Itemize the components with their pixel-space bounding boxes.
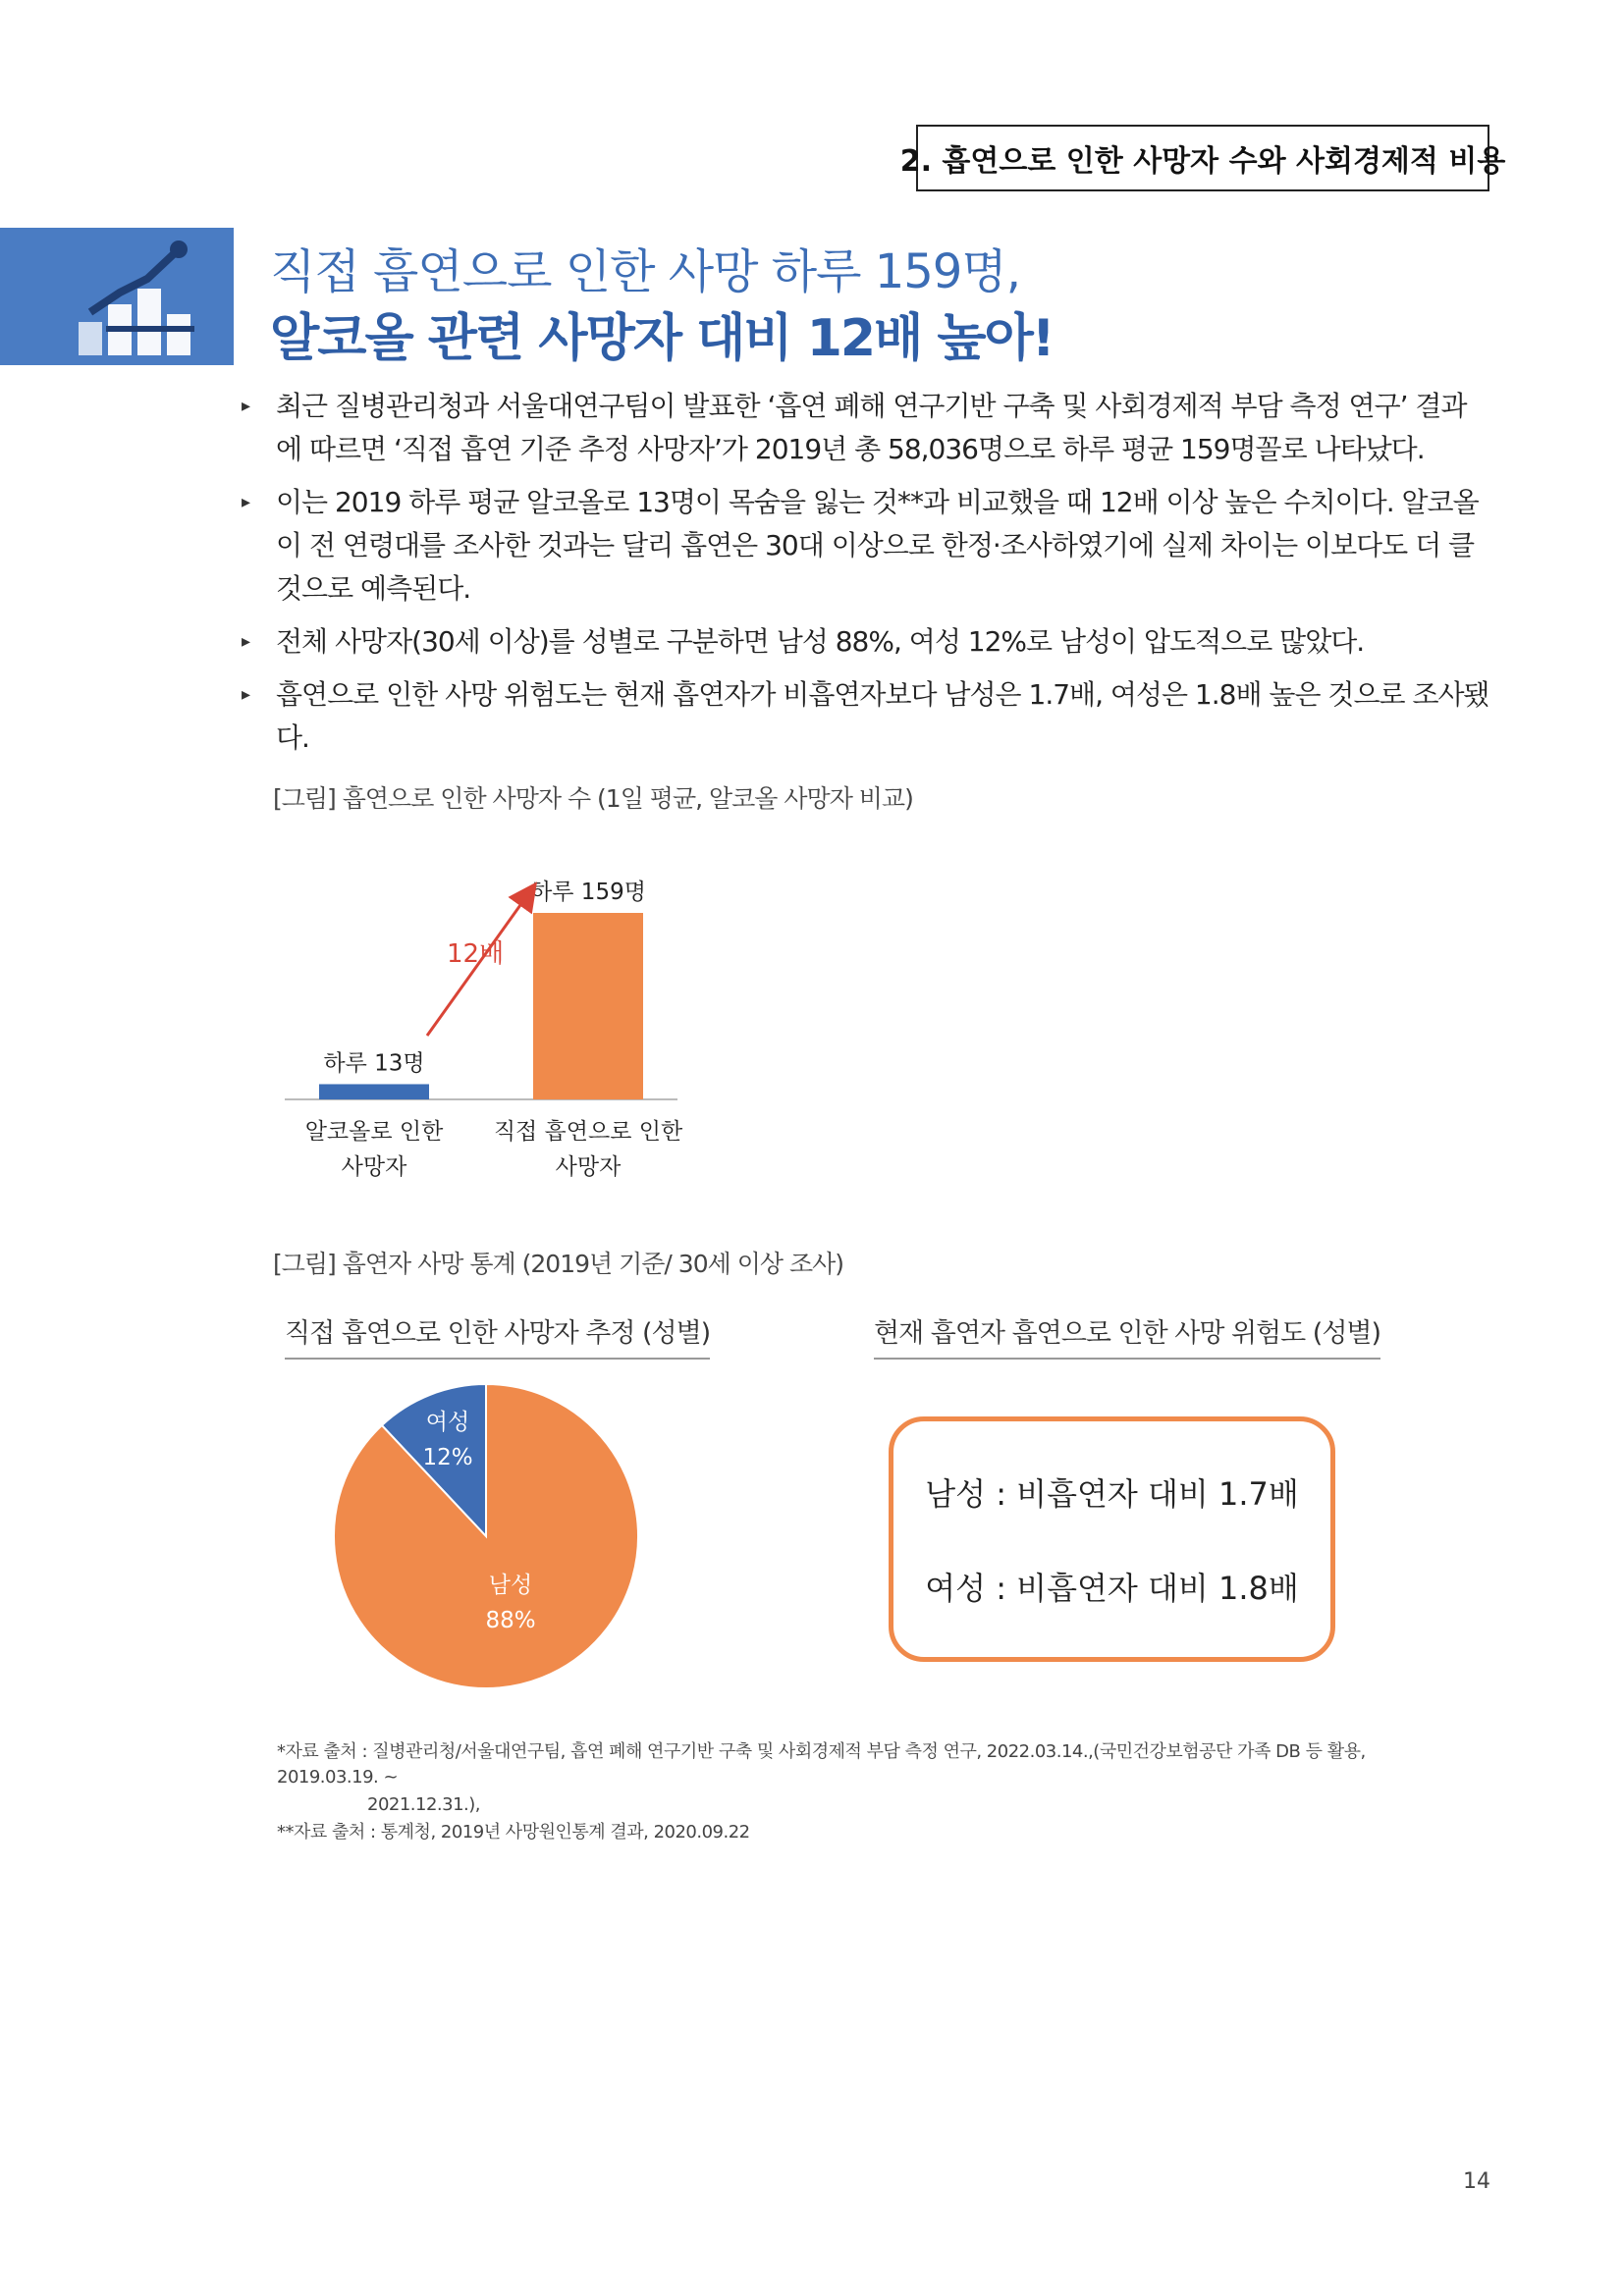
risk-box [889, 1416, 1335, 1662]
bullet-item: ▸ 전체 사망자(30세 이상)를 성별로 구분하면 남성 88%, 여성 12%로 남성이 압도적으로 많았다. [242, 620, 1490, 664]
figure-1-caption: [그림] 흡연으로 인한 사망자 수 (1일 평균, 알코올 사망자 비교) [273, 784, 913, 813]
pie-slice-male [334, 1384, 638, 1688]
bullet-item: ▸ 최근 질병관리청과 서울대연구팀이 발표한 ‘흡연 폐해 연구기반 구축 및 사회경제적 부담 측정 연구’ 결과에 따르면 ‘직접 흡연 기준 추정 사망자’가 2019년 총 58,036명으로 하루 평균 159명꼴로 나타났다. [242, 385, 1490, 471]
x-tick-alcohol-1: 알코올로 인한 [304, 1119, 444, 1145]
title-line-2: 알코올 관련 사망자 대비 12배 높아! [270, 309, 1054, 368]
bar-chart [275, 854, 707, 1188]
risk-subtitle: 현재 흡연자 흡연으로 인한 사망 위험도 (성별) [874, 1311, 1380, 1360]
x-tick-smoking-2: 사망자 [555, 1154, 622, 1180]
pie-label-male: 남성 [488, 1573, 533, 1598]
header-band [0, 228, 234, 365]
bullet-marker-icon: ▸ [242, 492, 250, 512]
bar-smoking [533, 913, 643, 1099]
annotation-12x: 12배 [447, 939, 505, 969]
bar-data-label-alcohol: 하루 13명 [323, 1050, 425, 1077]
footnotes [277, 1739, 1455, 1847]
pie-label-female: 여성 [425, 1410, 470, 1435]
bullet-list [242, 385, 1490, 770]
section-label: 2. 흡연으로 인한 사망자 수와 사회경제적 비용 [916, 125, 1489, 191]
bar-alcohol [319, 1084, 429, 1099]
bullet-marker-icon: ▸ [242, 631, 250, 652]
footnote-1-continued: 2021.12.31.), [367, 1794, 481, 1815]
footnote-2: **자료 출처 : 통계청, 2019년 사망원인통계 결과, 2020.09.22 [277, 1822, 750, 1842]
pie-value-female: 12% [422, 1445, 473, 1470]
pie-value-male: 88% [485, 1608, 536, 1633]
pie-subtitle: 직접 흡연으로 인한 사망자 추정 (성별) [285, 1311, 710, 1360]
bullet-item: ▸ 이는 2019 하루 평균 알코올로 13명이 목숨을 잃는 것**과 비교했을 때 12배 이상 높은 수치이다. 알코올이 전 연령대를 조사한 것과는 달리 흡연은 30대 이상으로 한정·조사하였기에 실제 차이는 이보다도 더 클 것으로 예측된다. [242, 481, 1490, 611]
x-tick-smoking-1: 직접 흡연으로 인한 [493, 1119, 683, 1145]
bullet-marker-icon: ▸ [242, 684, 250, 705]
figure-2-caption: [그림] 흡연자 사망 통계 (2019년 기준/ 30세 이상 조사) [273, 1250, 843, 1278]
page-number: 14 [1463, 2169, 1490, 2194]
pie-chart [324, 1374, 648, 1698]
chart-icon [0, 228, 234, 365]
bullet-item: ▸ 흡연으로 인한 사망 위험도는 현재 흡연자가 비흡연자보다 남성은 1.7배, 여성은 1.8배 높은 것으로 조사됐다. [242, 673, 1490, 760]
risk-line-female: 여성 : 비흡연자 대비 1.8배 [925, 1570, 1299, 1607]
bullet-marker-icon: ▸ [242, 396, 250, 416]
title-line-1: 직접 흡연으로 인한 사망 하루 159명, [270, 244, 1020, 299]
bar-data-label-smoking: 하루 159명 [530, 880, 646, 905]
x-tick-alcohol-2: 사망자 [341, 1154, 407, 1180]
risk-line-male: 남성 : 비흡연자 대비 1.7배 [925, 1475, 1299, 1513]
footnote-1: *자료 출처 : 질병관리청/서울대연구팀, 흡연 폐해 연구기반 구축 및 사회경제적 부담 측정 연구, 2022.03.14.,(국민건강보험공단 가족 DB 등 활용, 2019.03.19. ~ [277, 1741, 1366, 1788]
